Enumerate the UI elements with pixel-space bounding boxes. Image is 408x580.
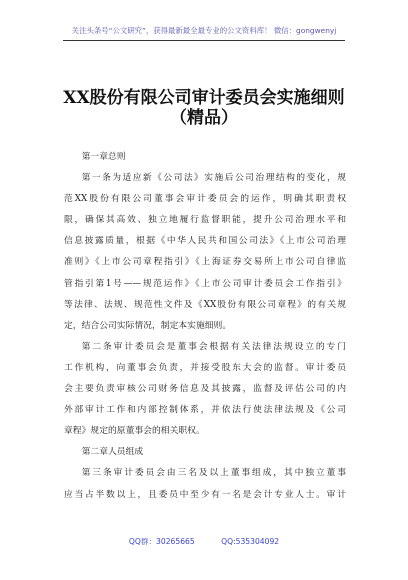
document-body [64,147,346,506]
body-line: 章程》规定的原董事会的相关职权。 [64,426,205,437]
body-line: 第二条审计委员会是董事会根据有关法律法规设立的专门 [81,341,346,352]
body-line: 准则》《上市公司章程指引》《上海证券交易所上市公司自律监 [64,257,346,268]
body-line: 范XX股份有限公司董事会审计委员会的运作，明确其职责权 [64,194,346,205]
header-divider [63,40,345,41]
body-line: 管指引第1号——规范运作》《上市公司审计委员会工作指引》 [64,278,346,289]
body-line: 第一章总则 [81,152,126,162]
body-line: 限，确保其高效、独立地履行监督职能，提升公司治理水平和 [64,215,346,226]
body-line: 第三条审计委员会由三名及以上董事组成，其中独立董事 [81,468,346,479]
body-line: 会主要负责审核公司财务信息及其披露，监督及评估公司的内 [64,384,346,395]
body-line: 定，结合公司实际情况，制定本实施细则。 [64,320,232,331]
body-line: 第一条为适应新《公司法》实施后公司治理结构的变化，规 [81,173,346,184]
header-note: 关注头条号“公文研究”，获得最新最全最专业的公文资料库！ 微信：gongwenyj [71,26,337,35]
document-title: XX股份有限公司审计委员会实施细则 [63,88,345,108]
footer-qq: QQ:535304092 [221,537,280,546]
body-line: 等法律、法规、规范性文件及《XX股份有限公司章程》的有关规 [64,299,346,310]
body-line: 应当占半数以上，且委员中至少有一名是会计专业人士。审计 [64,489,346,500]
body-line: 信息披露质量，根据《中华人民共和国公司法》《上市公司治理 [64,236,346,247]
body-line: 工作机构，向董事会负责，并接受股东大会的监督。审计委员 [64,362,346,373]
body-line: 第二章人员组成 [81,447,144,458]
footer [0,536,408,547]
body-line: 外部审计工作和内部控制体系，并依法行使法律法规及《公司 [64,405,346,416]
document-subtitle: （精品） [170,108,238,128]
footer-qq-group: QQ群：30265665 [128,537,195,546]
